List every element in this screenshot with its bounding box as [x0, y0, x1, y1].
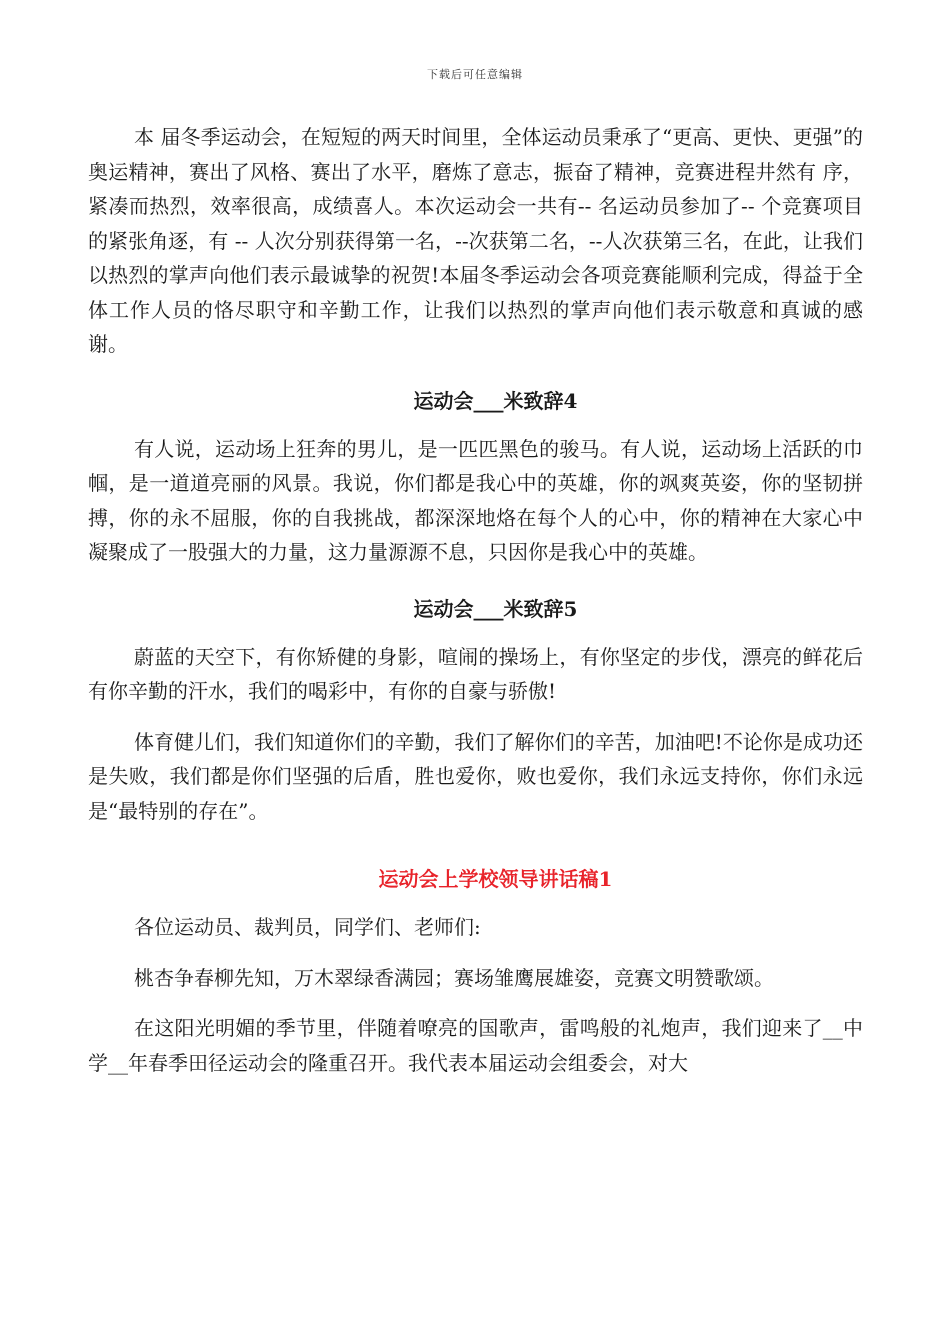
paragraph-greeting: 各位运动员、裁判员，同学们、老师们:: [134, 915, 481, 939]
heading-leader-speech-1: 运动会上学校领导讲话稿1: [378, 867, 613, 891]
paragraph-closing-remarks: 本 届冬季运动会，在短短的两天时间里，全体运动员秉承了“更高、更快、更强”的奥运精神，赛出了风格、赛出了水平，磨炼了意志，振奋了精神，竞赛进程井然有 序，紧凑而热烈，效率很高，成绩喜人。本次运动会一共有-- 名运动员参加了-- 个竞赛项目的紧张角逐，有 -- 人次分别获得第一名，--次获第二名，--人次获第三名，在此，让我们以热烈的掌声向他们表示最诚挚的祝贺!本届冬季运动会各项竞赛能顺利完成，得益于全 体工作人员的恪尽职守和辛勤工作，让我们以热烈的掌声向他们表示敬意和真诚的感谢。: [88, 125, 863, 356]
heading-speech-5: 运动会___米致辞5: [413, 596, 578, 621]
paragraph-couplet: 桃杏争春柳先知，万木翠绿香满园；赛场雏鹰展雄姿，竞赛文明赞歌颂。: [134, 965, 774, 990]
paragraph-blue-sky: 蔚蓝的天空下，有你矫健的身影，喧闹的操场上，有你坚定的步伐，漂亮的鲜花后有你辛勤的汗水，我们的喝彩中，有你的自豪与骄傲!: [88, 644, 863, 703]
paragraph-opening: 在这阳光明媚的季节里，伴随着嘹亮的国歌声，雷鸣般的礼炮声，我们迎来了__中学__年春季田径运动会的隆重召开。我代表本届运动会组委会，对大: [88, 1016, 863, 1075]
document-body: [88, 120, 863, 1080]
paragraph-athletes: 体育健儿们，我们知道你们的辛勤，我们了解你们的辛苦，加油吧!不论你是成功还是失败，我们都是你们坚强的后盾，胜也爱你，败也爱你，我们永远支持你，你们永远是“最特别的存在”。: [88, 729, 863, 823]
page-header-note: 下载后可任意编辑: [427, 68, 523, 81]
heading-speech-4: 运动会___米致辞4: [413, 388, 578, 413]
paragraph-heroes: 有人说，运动场上狂奔的男儿，是一匹匹黑色的骏马。有人说，运动场上活跃的巾帼，是一道道亮丽的风景。我说，你们都是我心中的英雄，你的飒爽英姿，你的坚韧拼搏，你的永不屈服，你的自我挑战，都深深地烙在每个人的心中，你的精神在大家心中凝聚成了一股强大的力量，这力量源源不息，只因你是我心中的英雄。: [88, 436, 863, 564]
